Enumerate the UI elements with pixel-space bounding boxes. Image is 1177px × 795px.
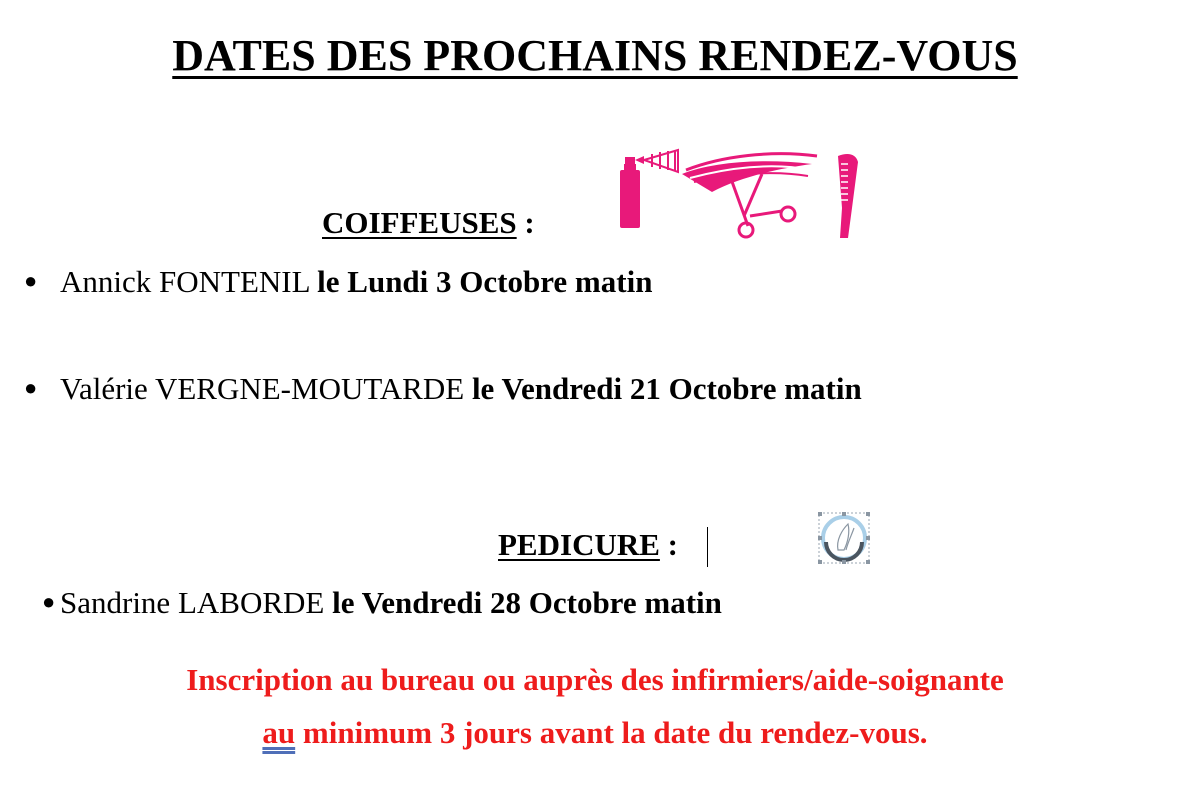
appointment-name: Sandrine LABORDE <box>60 585 333 620</box>
coiffeuses-heading-separator: : <box>516 205 535 240</box>
appointment-item <box>24 371 862 407</box>
appointment-name: Valérie VERGNE-MOUTARDE <box>60 371 472 406</box>
text-cursor <box>707 527 708 567</box>
hair-tools-icon <box>612 148 864 240</box>
registration-notice-line2 <box>0 715 1177 751</box>
pedicure-heading <box>498 527 678 563</box>
appointment-date: le Vendredi 28 Octobre matin <box>332 585 722 620</box>
bullet-icon: ● <box>42 589 56 614</box>
pedicure-heading-label: PEDICURE <box>498 527 660 562</box>
hair-spray-icon <box>620 150 678 228</box>
bullet-icon: ● <box>24 268 38 293</box>
pedicure-heading-separator: : <box>659 527 678 562</box>
appointment-item <box>42 585 722 621</box>
appointment-item <box>24 264 652 300</box>
appointment-name: Annick FONTENIL <box>60 264 318 299</box>
appointment-date: le Lundi 3 Octobre matin <box>317 264 653 299</box>
hair-scissors-icon <box>682 154 817 237</box>
registration-notice-line1: Inscription au bureau ou auprès des infirmiers/aide-soignante <box>186 662 1004 697</box>
coiffeuses-heading-label: COIFFEUSES <box>322 205 517 240</box>
comb-icon <box>838 154 858 238</box>
notice-first-word: au <box>262 715 296 750</box>
coiffeuses-heading <box>322 205 535 241</box>
notice-rest: minimum 3 jours avant la date du rendez-vous. <box>295 715 928 750</box>
foot-care-icon[interactable] <box>818 512 870 564</box>
appointment-date: le Vendredi 21 Octobre matin <box>471 371 862 406</box>
bullet-icon: ● <box>24 375 38 400</box>
page-title: DATES DES PROCHAINS RENDEZ-VOUS <box>172 31 1018 80</box>
